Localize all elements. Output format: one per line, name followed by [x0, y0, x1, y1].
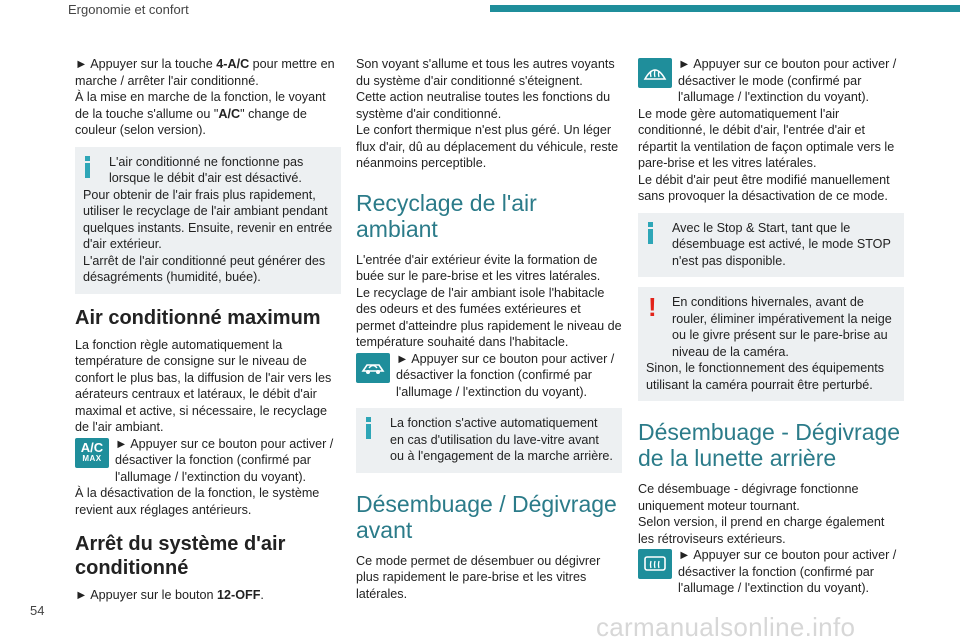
note-text: L'arrêt de l'air conditionné peut générer des désagréments (humidité, buée). — [83, 253, 326, 284]
info-icon — [84, 156, 90, 180]
paragraph: Cette action neutralise toutes les fonctions du système d'air conditionné. — [356, 90, 611, 121]
paragraph: ► Appuyer sur la touche 4-A/C pour mettre en marche / arrêter l'air conditionné. — [75, 57, 335, 88]
section-title: Ergonomie et confort — [68, 2, 189, 17]
paragraph: À la mise en marche de la fonction, le voyant de la touche s'allume ou "A/C" change de couleur (selon version). — [75, 90, 326, 137]
column-1 — [75, 56, 341, 604]
info-note — [638, 213, 904, 278]
paragraph: Le recyclage de l'air ambiant isole l'habitacle des odeurs et des fumées extérieures et permet d'atteindre plus rapidement le niveau de température souhaité dans l'habitacle. — [356, 285, 622, 349]
paragraph: L'entrée d'air extérieur évite la formation de buée sur le pare-brise et les vitres latérales. — [356, 252, 601, 283]
note-text: Avec le Stop & Start, tant que le désembuage est activé, le mode STOP n'est pas disponible. — [672, 220, 891, 268]
info-icon — [365, 417, 371, 441]
ac-max-icon: A/C MAX — [75, 438, 109, 468]
front-defrost-icon — [638, 58, 672, 88]
warning-icon: ! — [648, 292, 657, 322]
column-3 — [638, 56, 904, 597]
paragraph: Le débit d'air peut être modifié manuellement sans provoquer la désactivation de ce mode. — [638, 172, 890, 203]
heading-ac-max: Air conditionné maximum — [75, 306, 321, 329]
page-number: 54 — [30, 603, 45, 618]
note-text: La fonction s'active automatiquement en cas d'utilisation du lave-vitre avant ou à l'engagement de la marche arrière. — [390, 416, 613, 463]
rear-defrost-instruction: ► Appuyer sur ce bouton pour activer / désactiver la fonction (confirmé par l'allumage / l'extinction du voyant). — [638, 547, 904, 597]
paragraph: La fonction règle automatiquement la température de consigne sur le niveau de confort le plus bas, la diffusion de l'air vers les aérateurs centraux et latéraux, le débit d'air maximal et active, si nécessaire, le recyclage de l'air ambiant. — [75, 337, 332, 434]
note-text: En conditions hivernales, avant de rouler, éliminer impérativement la neige ou le givre présent sur le pare-brise au niveau de la caméra. — [672, 295, 892, 359]
paragraph: Le confort thermique n'est plus géré. Un léger flux d'air, dû au déplacement du véhicule, reste néanmoins perceptible. — [356, 123, 619, 170]
paragraph: Le mode gère automatiquement l'air conditionné, le débit d'air, l'entrée d'air et répartit la ventilation de façon optimale vers le pare-brise et les vitres latérales. — [638, 106, 895, 170]
heading-ac-stop: Arrêt du système d'air conditionné — [75, 533, 286, 579]
heading-front-defrost: Désembuage / Dégivrage avant — [356, 490, 617, 543]
note-text: L'air conditionné ne fonctionne pas lorsque le débit d'air est désactivé. — [109, 154, 304, 185]
paragraph: Son voyant s'allume et tous les autres voyants du système d'air conditionné s'éteignent. — [356, 57, 615, 88]
info-note — [356, 408, 622, 473]
heading-rear-defrost: Désembuage - Dégivrage de la lunette arrière — [638, 419, 901, 471]
info-note — [75, 147, 341, 294]
warning-note — [638, 287, 904, 401]
watermark: carmanualsonline.info — [596, 612, 856, 642]
paragraph: ► Appuyer sur le bouton 12-OFF. — [75, 588, 264, 602]
note-text: Pour obtenir de l'air frais plus rapidement, utiliser le recyclage de l'air ambiant pendant quelques instants. Ensuite, revenir en entrée d'air extérieur. — [83, 187, 333, 251]
header-accent-bar — [490, 5, 960, 12]
air-recycle-icon — [356, 353, 390, 383]
front-defrost-instruction: ► Appuyer sur ce bouton pour activer / désactiver le mode (confirmé par l'allumage / l'extinction du voyant). — [638, 56, 904, 106]
paragraph: À la désactivation de la fonction, le système revient aux réglages antérieurs. — [75, 486, 320, 517]
heading-recycle: Recyclage de l'air ambiant — [356, 189, 537, 242]
rear-defrost-icon — [638, 549, 672, 579]
ac-max-instruction: A/C MAX ► Appuyer sur ce bouton pour activer / désactiver la fonction (confirmé par l'allumage / l'extinction du voyant). — [75, 436, 341, 486]
column-2 — [356, 56, 622, 602]
paragraph: Ce désembuage - dégivrage fonctionne uniquement moteur tournant. — [638, 482, 859, 513]
info-icon — [647, 222, 653, 246]
paragraph: Selon version, il prend en charge également les rétroviseurs extérieurs. — [638, 515, 885, 546]
note-text: Sinon, le fonctionnement des équipements utilisant la caméra pourrait être perturbé. — [646, 361, 885, 392]
recycle-instruction: ► Appuyer sur ce bouton pour activer / désactiver la fonction (confirmé par l'allumage / l'extinction du voyant). — [356, 351, 622, 401]
paragraph: Ce mode permet de désembuer ou dégivrer plus rapidement le pare-brise et les vitres latérales. — [356, 553, 601, 601]
